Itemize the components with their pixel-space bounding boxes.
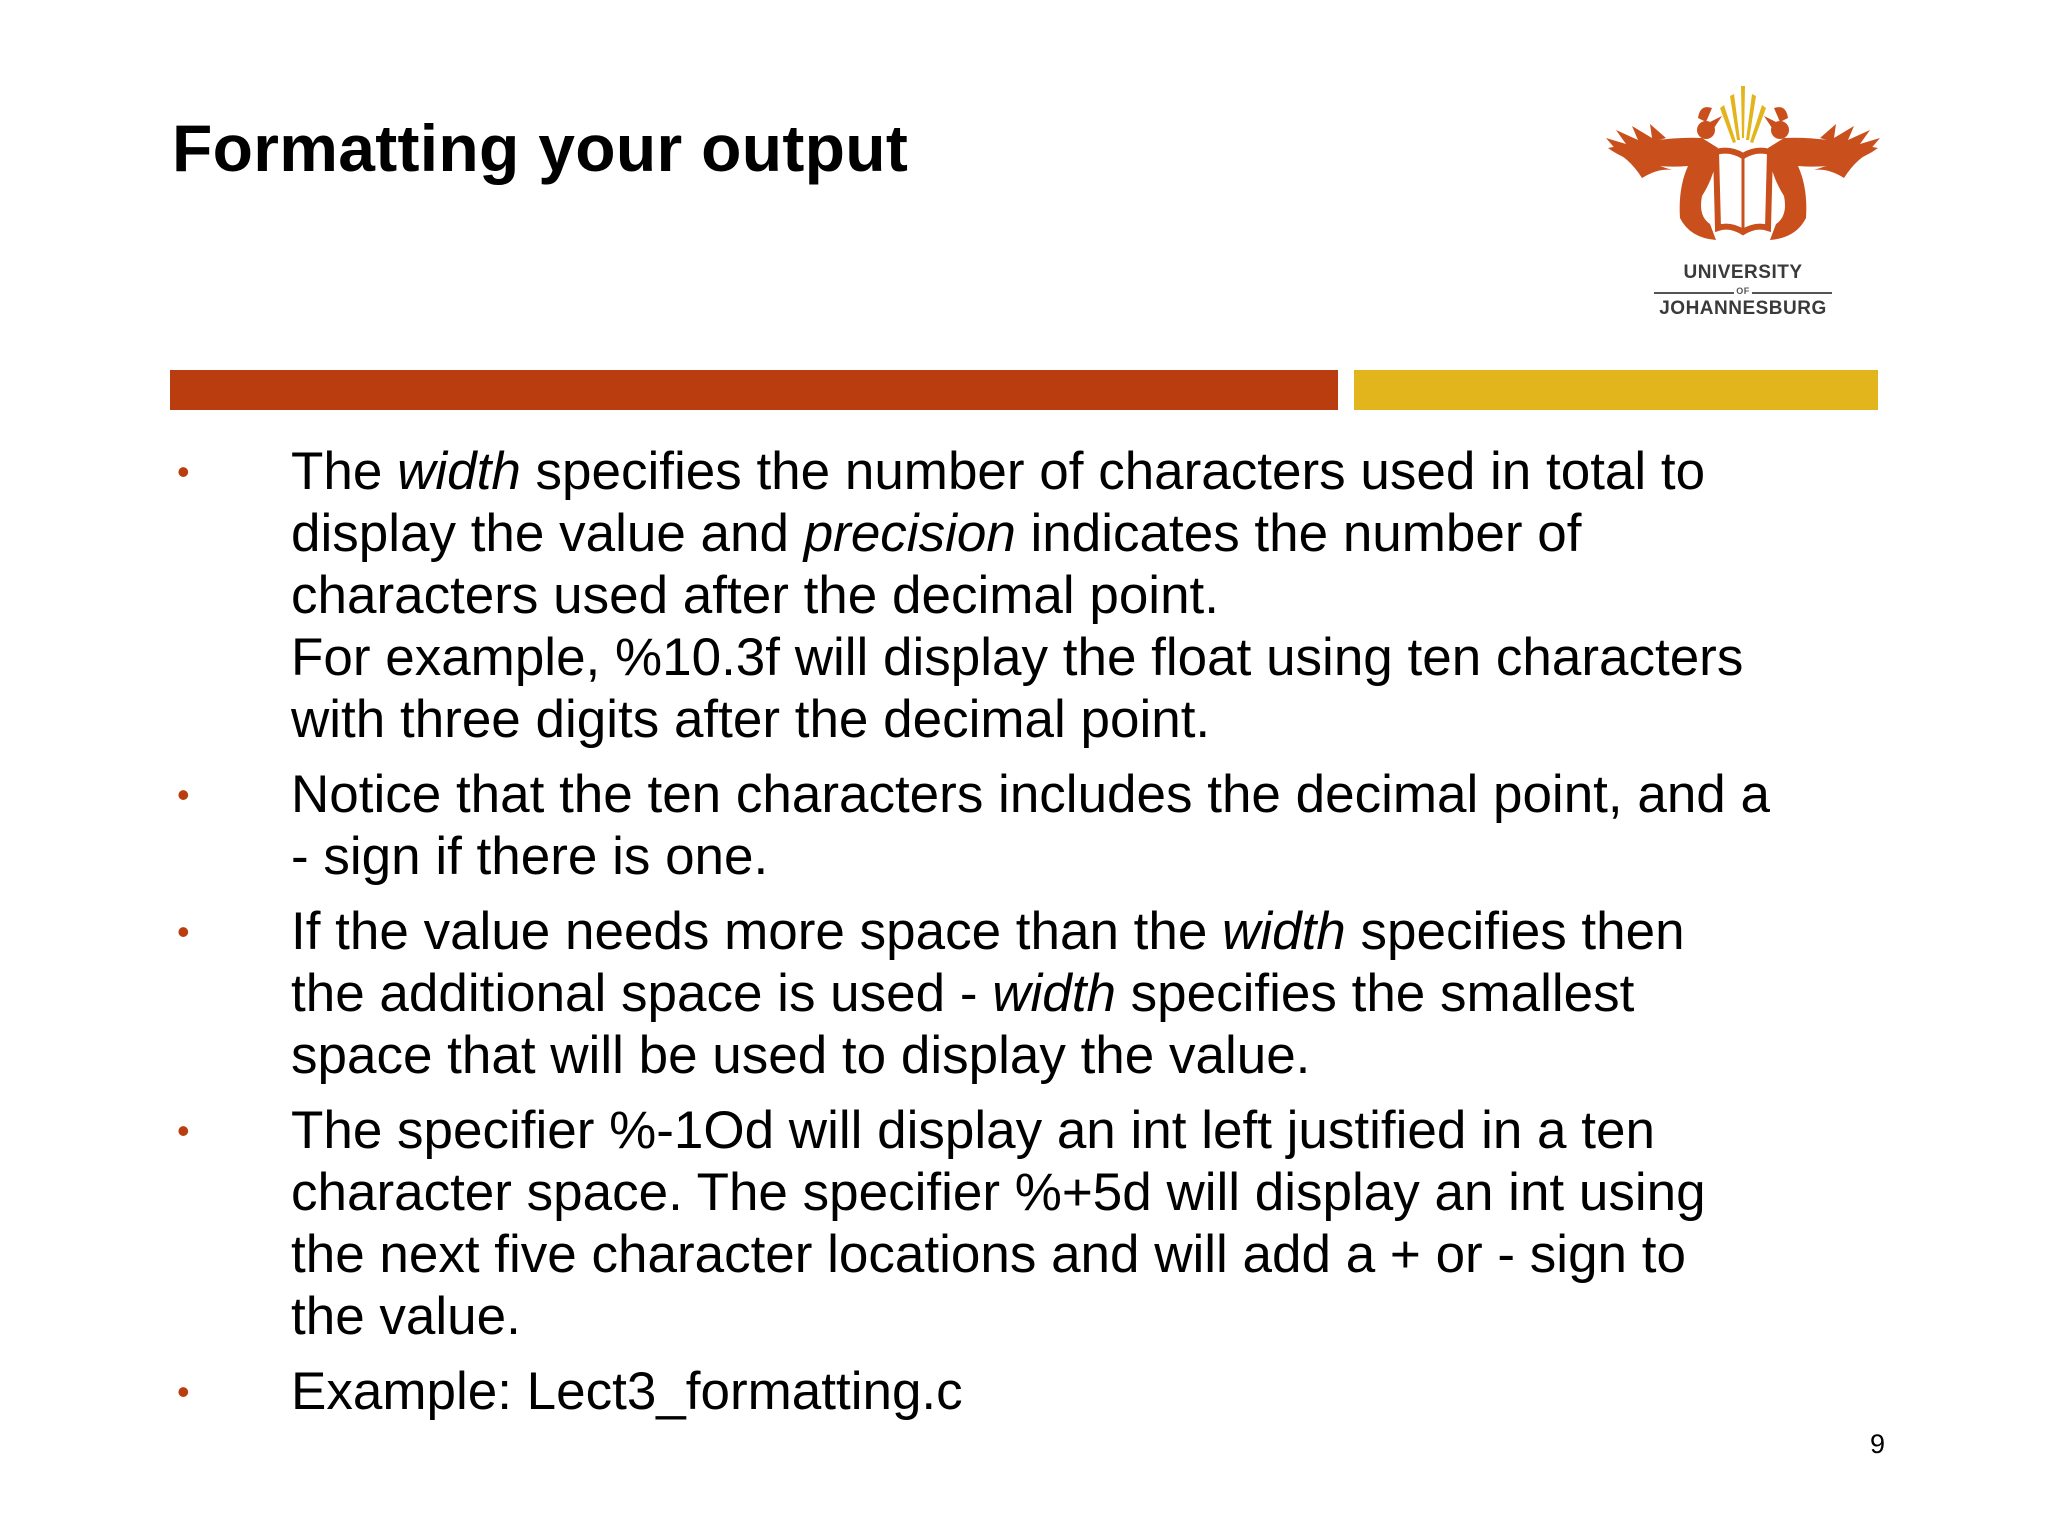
bullet-text-line xyxy=(291,1224,1892,1286)
bullet-text-line xyxy=(291,963,1892,1025)
text-segment: Notice that the ten characters includes the decimal point, and a xyxy=(291,765,1770,824)
bullet-text-line xyxy=(291,1162,1892,1224)
logo-text-university: UNIVERSITY xyxy=(1683,262,1803,283)
italic-term: precision xyxy=(803,504,1016,563)
bullet-text-line xyxy=(291,1361,1892,1423)
bullet-list xyxy=(172,441,1892,1436)
text-segment: specifies the smallest xyxy=(1115,964,1635,1023)
bullet-text-line xyxy=(291,901,1892,963)
slide-title: Formatting your output xyxy=(172,111,909,185)
text-segment: display the value and xyxy=(291,504,804,563)
text-segment: specifies the number of characters used in total to xyxy=(520,442,1706,501)
bullet-marker: • xyxy=(177,774,190,815)
bullet-text-line xyxy=(291,764,1892,826)
italic-term: width xyxy=(992,964,1116,1023)
bullet-item xyxy=(172,1100,1892,1348)
title-divider-yellow xyxy=(1354,370,1878,410)
logo-text-johannesburg: JOHANNESBURG xyxy=(1659,298,1827,319)
bullet-item xyxy=(172,441,1892,751)
bullet-item xyxy=(172,1361,1892,1423)
bullet-text-line xyxy=(291,1100,1892,1162)
text-segment: the value. xyxy=(291,1287,521,1346)
text-segment: The xyxy=(291,442,398,501)
logo-rule-right xyxy=(1752,292,1832,294)
bullet-text-line xyxy=(291,1286,1892,1348)
bullet-text-line xyxy=(291,826,1892,888)
bullet-text-line xyxy=(291,627,1892,689)
bullet-text-line xyxy=(291,565,1892,627)
text-segment: the next five character locations and will add a + or - sign to xyxy=(291,1225,1686,1284)
bullet-marker: • xyxy=(177,911,190,952)
bullet-marker: • xyxy=(177,451,190,492)
bullet-text-line xyxy=(291,689,1892,751)
text-segment: character space. The specifier %+5d will display an int using xyxy=(291,1163,1706,1222)
page-number: 9 xyxy=(1869,1429,1885,1459)
text-segment: If the value needs more space than the xyxy=(291,902,1223,961)
university-logo xyxy=(1598,78,1888,338)
text-segment: specifies then xyxy=(1345,902,1685,961)
italic-term: width xyxy=(397,442,521,501)
italic-term: width xyxy=(1222,902,1346,961)
university-of-johannesburg-crest-icon xyxy=(1598,78,1888,258)
bullet-text-line xyxy=(291,1025,1892,1087)
bullet-item xyxy=(172,901,1892,1087)
text-segment: space that will be used to display the value. xyxy=(291,1026,1311,1085)
bullet-text-line xyxy=(291,503,1892,565)
logo-text-of: OF xyxy=(1736,286,1750,296)
bullet-text-line xyxy=(291,441,1892,503)
bullet-marker: • xyxy=(177,1371,190,1412)
text-segment: The specifier %-1Od will display an int left justified in a ten xyxy=(291,1101,1655,1160)
text-segment: characters used after the decimal point. xyxy=(291,566,1219,625)
bullet-item xyxy=(172,764,1892,888)
text-segment: Example: Lect3_formatting.c xyxy=(291,1362,963,1421)
bullet-marker: • xyxy=(177,1110,190,1151)
text-segment: the additional space is used - xyxy=(291,964,993,1023)
text-segment: with three digits after the decimal point. xyxy=(291,690,1211,749)
title-divider-orange xyxy=(170,370,1338,410)
text-segment: indicates the number of xyxy=(1015,504,1582,563)
text-segment: For example, %10.3f will display the float using ten characters xyxy=(291,628,1744,687)
text-segment: - sign if there is one. xyxy=(291,827,769,886)
